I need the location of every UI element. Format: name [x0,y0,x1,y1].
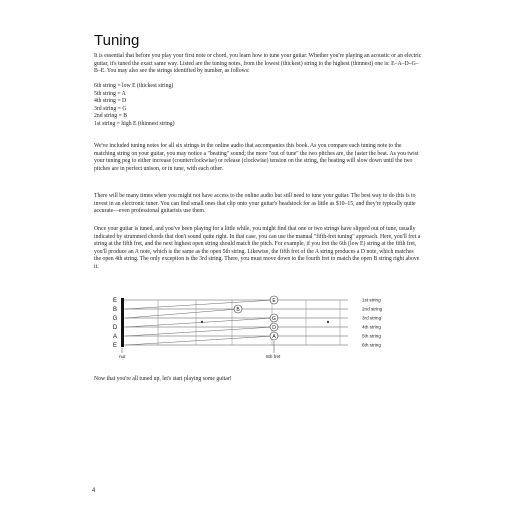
open-string-label: E [112,343,118,350]
list-item: 5th string = A [94,90,126,97]
list-item: 3rd string = G [94,105,127,112]
fretted-note-label: D [272,324,276,331]
list-item: 2nd string = B [94,113,128,119]
list-item: 4th string = D [94,98,127,104]
string-name-label: 3rd string [362,315,382,321]
fifth-fret-label: 5th fret [266,354,281,359]
fret-marker-dot [201,321,203,323]
tuning-guide-lines [126,297,276,345]
open-string-label: B [112,307,118,314]
string-name-label: 1st string [362,297,381,303]
fifth-fret-tuning-diagram [108,292,408,364]
open-string-label: A [112,334,118,341]
fretted-note-label: B [236,306,240,313]
nut-label: nut [119,354,126,359]
fret-marker-dot [327,321,329,323]
open-string-label: D [112,325,118,332]
page-number: 4 [92,488,96,494]
nut [121,298,124,347]
fifth-fret-paragraph: Once your guitar is tuned, and you've been playing for a little while, you might find that one or two strings have slipped out of tune, usually indicated by strummed chords that don't sound quite right. In that case, you can use the manual "fifth-fret tuning" approach. Here, you'll fret a string at the fifth fret, and the next highest open string should match the pitch. For example, if you fret the 6th (low E) string at the fifth fret, you'll produce an A note, which is the same as the open 5th string. Likewise, the fifth fret of the A string produces a D note, which matches the open 4th string. The only exception is the 3rd string. There, you must move down to the fourth fret to match the open B string right above it. [94,226,421,270]
open-string-label: G [112,316,118,323]
fretted-note-label: G [272,315,276,322]
list-item: 6th string = low E (thickest string) [94,83,174,89]
list-item: 1st string = high E (thinnest string) [94,120,175,127]
fretted-note-label: E [272,297,276,304]
tuning-notes-paragraph: We've included tuning notes for all six strings in the online audio that accompanies this book. As you compare each tuning note to the matching string on your guitar, you may notice a "beating" sound; the more "out of tune" the two pitches are, the faster the beat. As you twist your tuning peg to either increase (counterclockwise) or release (clockwise) tension on the string, the beating will slow down until the two pitches are in perfect unison, or in tune, with each other. [94,143,419,172]
electronic-tuner-paragraph: There will be many times when you might not have access to the online audio but still need to tune your guitar. The best way to do this is to invest in an electronic tuner. You can find small ones that clip onto your guitar's headstock for as little as $10–15, and they're typically quite accurate—even professional guitarists use them. [94,193,416,214]
closing-paragraph: Now that you're all tuned up, let's start playing some guitar! [94,376,232,382]
string-list [94,83,175,128]
string-name-label: 5th string [362,333,381,339]
fretted-note-label: A [272,333,276,340]
intro-paragraph: It is essential that before you play your first note or chord, you learn how to tune your guitar. Whether you're playing an acoustic or an electric guitar, it's tuned the exact same way. Listed are the tuning notes, from the lowest (thickest) string to the highest (thinnest) one is: E–A–D–G–B–E. You may also see the strings identified by number, as follows: [94,53,422,74]
string-name-label: 4th string [362,324,381,330]
string-name-label: 6th string [362,342,381,348]
fret-lines [158,297,340,345]
string-name-label: 2nd string [362,306,383,312]
open-string-label: E [112,298,118,305]
page-title: Tuning [94,32,140,49]
